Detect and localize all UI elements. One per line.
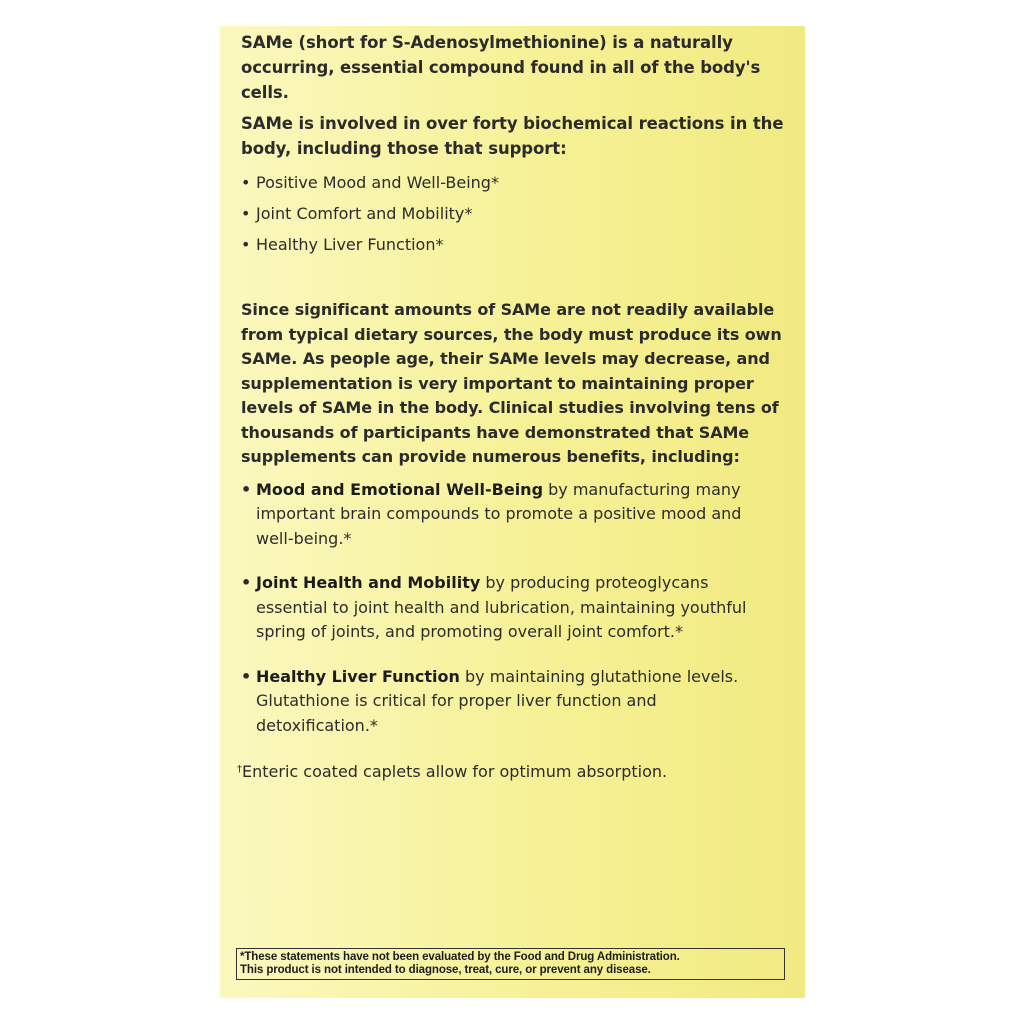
label-content bbox=[237, 30, 796, 800]
benefit-title: Mood and Emotional Well-Being bbox=[256, 479, 544, 499]
benefit-item bbox=[241, 478, 796, 552]
support-list bbox=[241, 167, 796, 260]
disclaimer-line-2: This product is not intended to diagnose, treat, cure, or prevent any disease. bbox=[240, 964, 651, 976]
benefit-item bbox=[241, 665, 796, 739]
disclaimer-line-1: *These statements have not been evaluated by the Food and Drug Administration. bbox=[240, 951, 680, 963]
dagger-mark: † bbox=[237, 764, 242, 775]
list-item: • Joint Comfort and Mobility* bbox=[241, 198, 796, 229]
benefit-item bbox=[241, 571, 796, 645]
list-item: • Healthy Liver Function* bbox=[241, 229, 796, 260]
benefit-title: Healthy Liver Function bbox=[256, 666, 460, 686]
footnote-text: Enteric coated caplets allow for optimum absorption. bbox=[242, 762, 668, 781]
benefit-text: by maintaining glutathione levels. Glutathione is critical for proper liver function and detoxification.* bbox=[256, 666, 739, 735]
involvement-paragraph: SAMe is involved in over forty biochemical reactions in the body, including those that support: bbox=[241, 114, 784, 158]
benefits-list bbox=[241, 478, 796, 739]
benefit-text: by manufacturing many important brain compounds to promote a positive mood and well-being.* bbox=[256, 479, 742, 548]
label-panel bbox=[220, 26, 805, 998]
footnote bbox=[237, 758, 796, 784]
fda-disclaimer-box bbox=[236, 948, 785, 980]
benefit-title: Joint Health and Mobility bbox=[256, 573, 481, 592]
list-item: • Positive Mood and Well-Being* bbox=[241, 167, 796, 198]
intro-paragraph: SAMe (short for S-Adenosylmethionine) is a naturally occurring, essential compound found in all of the body's cells. bbox=[241, 33, 761, 102]
benefit-text: by producing proteoglycans essential to joint health and lubrication, maintaining youthful spring of joints, and promoting overall joint comfort.* bbox=[256, 573, 747, 641]
body-paragraph: Since significant amounts of SAMe are not readily available from typical dietary sources, the body must produce its own SAMe. As people age, their SAMe levels may decrease, and supplementation is very important to maintaining proper levels of SAMe in the body. Clinical studies involving tens of thousands of participants have demonstrated that SAMe supplements can provide numerous benefits, including: bbox=[241, 300, 782, 466]
